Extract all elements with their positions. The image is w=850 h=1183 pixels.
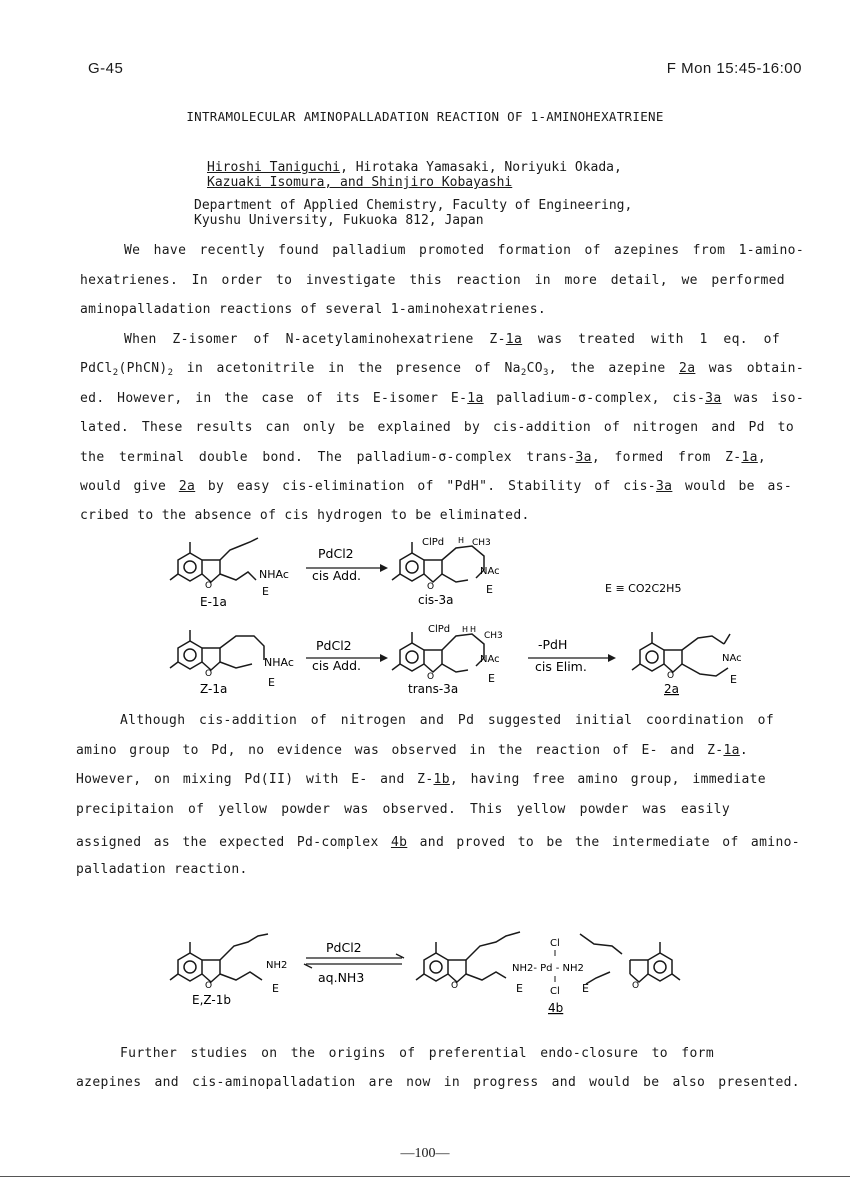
svg-text:PdCl2: PdCl2: [326, 940, 362, 955]
svg-text:4b: 4b: [548, 1001, 564, 1015]
svg-text:NAc: NAc: [480, 566, 500, 577]
svg-text:O: O: [451, 981, 459, 991]
svg-text:ClPd: ClPd: [422, 537, 445, 548]
svg-text:Cl: Cl: [550, 938, 560, 949]
svg-text:E: E: [582, 982, 589, 995]
svg-text:O: O: [427, 582, 435, 592]
session-time: F Mon 15:45-16:00: [666, 60, 802, 77]
svg-text:E: E: [730, 673, 737, 686]
svg-text:NH2- Pd - NH2: NH2- Pd - NH2: [512, 963, 584, 974]
structure-z-1a: [170, 630, 294, 696]
session-code: G-45: [88, 60, 124, 77]
structure-trans-3a: [392, 624, 503, 696]
svg-text:H: H: [458, 536, 465, 545]
svg-text:O: O: [632, 981, 640, 991]
svg-text:aq.NH3: aq.NH3: [318, 970, 365, 985]
structure-cis-3a: [392, 536, 500, 607]
structure-ez-1b: [170, 934, 287, 1007]
svg-text:H: H: [462, 625, 469, 634]
page-number: —100—: [400, 1146, 450, 1161]
svg-text:NAc: NAc: [480, 654, 500, 665]
paper-title: INTRAMOLECULAR AMINOPALLADATION REACTION OF 1-AMINOHEXATRIENE: [186, 109, 664, 124]
svg-text:cis Elim.: cis Elim.: [535, 659, 587, 674]
svg-text:cis Add.: cis Add.: [312, 658, 362, 673]
svg-text:PdCl2: PdCl2: [316, 638, 352, 653]
svg-text:trans-3a: trans-3a: [408, 682, 459, 696]
scheme-1-aminopalladation: [0, 528, 850, 706]
scheme-2-pd-complex: [0, 924, 850, 1024]
svg-text:NHAc: NHAc: [259, 568, 289, 581]
svg-text:cis-3a: cis-3a: [418, 593, 454, 607]
svg-text:NAc: NAc: [722, 653, 742, 664]
svg-text:E: E: [488, 672, 495, 685]
svg-text:PdCl2: PdCl2: [318, 546, 354, 561]
structure-e-1a: [170, 538, 289, 609]
structure-4b: [416, 932, 680, 1015]
svg-text:Cl: Cl: [550, 986, 560, 997]
svg-text:NHAc: NHAc: [264, 656, 294, 669]
affiliation: Department of Applied Chemistry, Faculty of Engineering, Kyushu University, Fukuoka 812, Japan: [194, 198, 633, 228]
svg-text:E ≡ CO2C2H5: E ≡ CO2C2H5: [605, 582, 682, 595]
svg-text:ClPd: ClPd: [428, 624, 451, 635]
svg-text:H: H: [470, 625, 477, 634]
svg-text:E: E: [516, 982, 523, 995]
svg-text:-PdH: -PdH: [538, 637, 568, 652]
svg-text:CH3: CH3: [472, 538, 491, 548]
svg-text:E: E: [486, 583, 493, 596]
svg-text:E: E: [272, 982, 279, 995]
svg-text:E-1a: E-1a: [200, 595, 227, 609]
svg-text:O: O: [427, 672, 435, 682]
svg-text:O: O: [667, 671, 675, 681]
svg-text:E: E: [262, 585, 269, 598]
svg-text:CH3: CH3: [484, 631, 503, 641]
svg-text:O: O: [205, 581, 213, 591]
author-list: Hiroshi Taniguchi, Hirotaka Yamasaki, Noriyuki Okada, Kazuaki Isomura, and Shinjiro Kobayashi: [207, 160, 622, 190]
svg-text:O: O: [205, 669, 213, 679]
svg-text:2a: 2a: [664, 682, 679, 696]
bottom-rule: [0, 1176, 850, 1177]
svg-text:E,Z-1b: E,Z-1b: [192, 993, 231, 1007]
presenting-author: Hiroshi Taniguchi: [207, 160, 341, 175]
svg-text:O: O: [205, 981, 213, 991]
svg-text:E: E: [268, 676, 275, 689]
structure-2a: [632, 632, 742, 696]
svg-text:NH2: NH2: [266, 960, 288, 971]
svg-text:Z-1a: Z-1a: [200, 682, 228, 696]
svg-text:cis Add.: cis Add.: [312, 568, 362, 583]
